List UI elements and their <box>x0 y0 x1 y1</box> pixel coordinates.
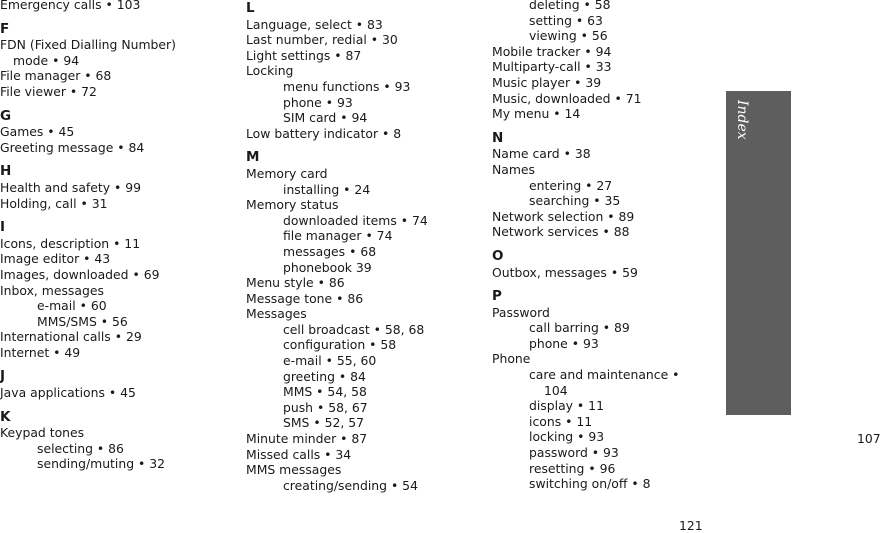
index-entry: Names <box>492 161 536 177</box>
index-subentry: SMS • 52, 57 <box>283 415 365 431</box>
index-entry: Multiparty-call • 33 <box>492 59 612 75</box>
index-subentry: selecting • 86 <box>37 440 124 456</box>
index-subentry: creating/sending • 54 <box>283 477 418 493</box>
index-letter-p: P <box>492 288 502 305</box>
index-subentry: messages • 68 <box>283 243 377 259</box>
index-entry: Music player • 39 <box>492 74 602 90</box>
index-column-2 <box>246 0 486 493</box>
index-entry: Inbox, messages <box>0 282 104 298</box>
index-entry: Mobile tracker • 94 <box>492 43 612 59</box>
index-subentry: MMS/SMS • 56 <box>37 313 128 329</box>
index-subentry-continuation: 104 <box>544 382 568 398</box>
index-subentry: password • 93 <box>529 445 619 461</box>
index-letter-k: K <box>0 408 11 425</box>
index-entry: International calls • 29 <box>0 329 142 345</box>
index-letter-g: G <box>0 107 12 124</box>
index-letter-i: I <box>0 219 6 236</box>
index-entry: Icons, description • 11 <box>0 235 141 251</box>
index-letter-l: L <box>246 0 255 16</box>
index-subentry: setting • 63 <box>529 12 603 28</box>
index-entry: Light settings • 87 <box>246 47 362 63</box>
index-entry: File manager • 68 <box>0 68 112 84</box>
index-subentry: SIM card • 94 <box>283 110 368 126</box>
index-subentry: deleting • 58 <box>529 0 611 12</box>
index-entry: Image editor • 43 <box>0 251 111 267</box>
index-entry: Minute minder • 87 <box>246 431 368 447</box>
index-entry: Last number, redial • 30 <box>246 32 398 48</box>
index-entry: Phone <box>492 351 531 367</box>
index-entry: Missed calls • 34 <box>246 446 352 462</box>
index-subentry: MMS • 54, 58 <box>283 384 367 400</box>
index-subentry: locking • 93 <box>529 429 605 445</box>
page-number-right: 107 <box>857 431 881 446</box>
index-subentry: switching on/off • 8 <box>529 476 651 492</box>
index-entry: Messages <box>246 306 307 322</box>
index-subentry: e-mail • 60 <box>37 298 107 314</box>
index-subentry: display • 11 <box>529 398 604 414</box>
index-subentry: resetting • 96 <box>529 460 616 476</box>
index-letter-h: H <box>0 163 12 180</box>
index-entry: Low battery indicator • 8 <box>246 125 402 141</box>
index-letter-j: J <box>0 368 6 385</box>
index-subentry: push • 58, 67 <box>283 399 368 415</box>
index-entry-continuation: mode • 94 <box>13 52 80 68</box>
index-letter-n: N <box>492 129 504 146</box>
index-subentry: menu functions • 93 <box>283 78 411 94</box>
index-subentry: sending/muting • 32 <box>37 456 166 472</box>
index-subentry: file manager • 74 <box>283 228 393 244</box>
index-entry: Music, downloaded • 71 <box>492 90 642 106</box>
index-letter-o: O <box>492 247 504 264</box>
index-column-1 <box>0 0 235 472</box>
index-entry: Message tone • 86 <box>246 290 364 306</box>
index-entry: Outbox, messages • 59 <box>492 264 638 280</box>
index-subentry: phone • 93 <box>283 94 353 110</box>
index-entry: Locking <box>246 63 294 79</box>
index-column-3 <box>492 0 712 492</box>
index-entry: Network services • 88 <box>492 224 630 240</box>
index-subentry: phonebook 39 <box>283 259 372 275</box>
index-subentry: installing • 24 <box>283 181 371 197</box>
index-entry: Greeting message • 84 <box>0 139 145 155</box>
index-entry: Games • 45 <box>0 124 75 140</box>
index-entry: Internet • 49 <box>0 344 81 360</box>
index-subentry: phone • 93 <box>529 335 599 351</box>
index-subentry: entering • 27 <box>529 177 613 193</box>
index-entry: My menu • 14 <box>492 106 581 122</box>
index-entry: Network selection • 89 <box>492 208 635 224</box>
index-subentry: e-mail • 55, 60 <box>283 353 377 369</box>
index-entry: Language, select • 83 <box>246 16 383 32</box>
index-subentry: care and maintenance • <box>529 367 680 383</box>
index-subentry: call barring • 89 <box>529 320 630 336</box>
index-entry: Images, downloaded • 69 <box>0 266 160 282</box>
index-entry: Memory status <box>246 197 339 213</box>
index-entry: Emergency calls • 103 <box>0 0 141 12</box>
index-subentry: downloaded items • 74 <box>283 212 428 228</box>
index-entry: FDN (Fixed Dialling Number) <box>0 37 176 53</box>
index-subentry: configuration • 58 <box>283 337 397 353</box>
index-tab-label: Index <box>734 100 750 140</box>
index-entry: Menu style • 86 <box>246 275 345 291</box>
index-entry: MMS messages <box>246 462 342 478</box>
index-entry: Health and safety • 99 <box>0 179 142 195</box>
index-letter-f: F <box>0 20 10 37</box>
index-letter-m: M <box>246 149 260 166</box>
index-entry: File viewer • 72 <box>0 83 97 99</box>
index-subentry: icons • 11 <box>529 413 593 429</box>
index-subentry: cell broadcast • 58, 68 <box>283 321 425 337</box>
index-entry: Holding, call • 31 <box>0 195 108 211</box>
index-entry: Keypad tones <box>0 425 85 441</box>
index-subentry: viewing • 56 <box>529 28 608 44</box>
index-entry: Name card • 38 <box>492 146 591 162</box>
index-entry: Memory card <box>246 165 328 181</box>
index-subentry: greeting • 84 <box>283 368 366 384</box>
index-subentry: searching • 35 <box>529 193 621 209</box>
page-number-bottom: 121 <box>679 518 703 533</box>
index-entry: Java applications • 45 <box>0 385 136 401</box>
index-entry: Password <box>492 304 550 320</box>
